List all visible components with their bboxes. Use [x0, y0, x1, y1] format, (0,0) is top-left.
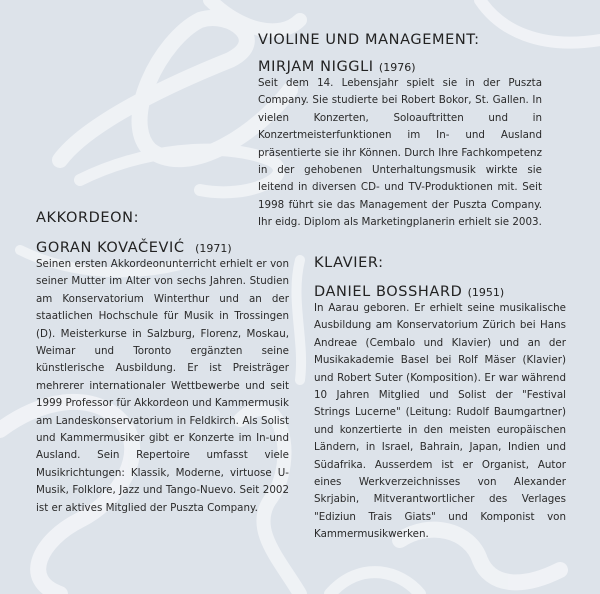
- section-heading: AKKORDEON:: [36, 210, 140, 226]
- musician-bio: Seinen ersten Akkordeonunterricht erhielt er von seiner Mutter im Alter von sechs Jahren. Studien am Konservatorium Winterthur und an der staatlichen Hochschule für Musik in Trossingen (D). Meisterkurse in Salzburg, Florenz, Moskau, Weimar und Toronto ergänzten seine künstlerische Ausbildung. Er ist Preisträger mehrerer internationaler Wettbewerbe und seit 1999 Professor für Akkordeon und Kammermusik am Landeskonservatorium in Feldkirch. Als Solist und Kammermusiker gibt er Konzerte im In-und Ausland. Sein Repertoire umfasst viele Musikrichtungen: Klassik, Moderne, virtuose U-Musik, Folklore, Jazz und Tango-Nuevo. Seit 2002 ist er aktives Mitglied der Puszta Company.: [36, 258, 289, 514]
- section-heading: KLAVIER:: [314, 255, 384, 271]
- musician-bio: In Aarau geboren. Er erhielt seine musikalische Ausbildung am Konservatorium Zürich bei Hans Andreae (Cembalo und Klavier) und an der Musikakademie Basel bei Rolf Mäser (Klavier) und Robert Suter (Komposition). Er war während 10 Jahren Mitglied und Solist der "Festival Strings Lucerne" (Leitung: Rudolf Baumgartner) und konzertierte in den meisten europäischen Ländern, in Israel, Bahrain, Japan, Indien und Südafrika. Ausserdem ist er Organist, Autor eines Werkverzeichnisses von Alexander Skrjabin, Mitverantwortlicher des Verlages "Ediziun Trais Giats" und Komponist von Kammermusikwerken.: [314, 302, 566, 541]
- violin-management-section: [258, 32, 542, 232]
- musician-bio: Seit dem 14. Lebensjahr spielt sie in der Puszta Company. Sie studierte bei Robert Bokor, St. Gallen. In vielen Konzerten, Soloauftritten und in Konzertmeisterfunktionen im In- und Ausland präsentierte sie ihr Können. Durch Ihre Fachkompetenz in der gehobenen Unterhaltungsmusik wirkte sie leitend in diversen CD- und TV-Produktionen mit. Seit 1998 führt sie das Management der Puszta Company. Ihr eidg. Diplom als Marketingplanerin erhielt sie 2003.: [258, 77, 542, 229]
- musician-name-text: MIRJAM NIGGLI: [258, 59, 374, 75]
- birth-year: (1951): [467, 286, 505, 299]
- musician-name: [36, 240, 289, 256]
- section-heading: VIOLINE UND MANAGEMENT:: [258, 32, 480, 48]
- birth-year: (1971): [195, 242, 232, 255]
- musician-name: [258, 59, 542, 75]
- accordion-section: [36, 210, 289, 517]
- musician-name-text: DANIEL BOSSHARD: [314, 284, 463, 300]
- musician-name: [314, 284, 566, 300]
- musician-name-text: GORAN KOVAČEVIĆ: [36, 240, 185, 256]
- piano-section: [314, 255, 566, 544]
- birth-year: (1976): [378, 61, 416, 74]
